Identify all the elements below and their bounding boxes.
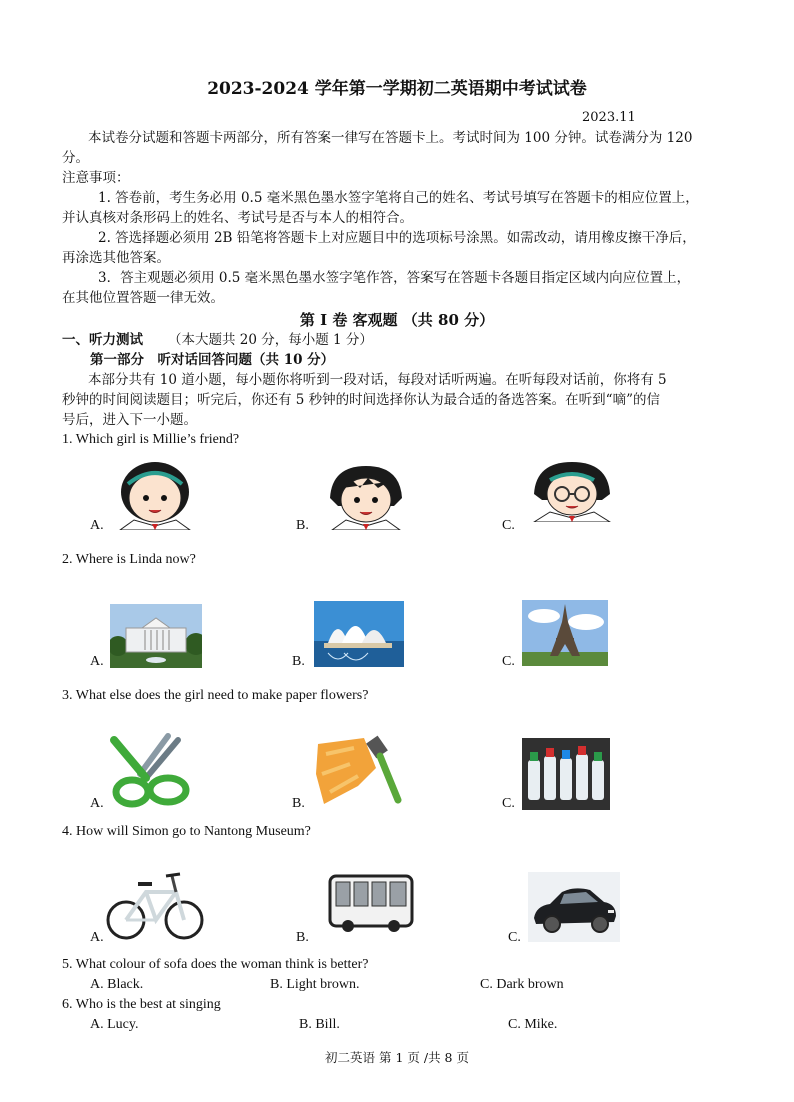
bus-picture: [328, 872, 414, 932]
paintbrush-picture: [314, 734, 404, 808]
volume-title: 第 I 卷 客观题 （共 80 分）: [299, 311, 495, 329]
q3-option-a: A.: [90, 796, 104, 811]
notice-1a: 1. 答卷前，考生务必用 0.5 毫米黑色墨水签字笔将自己的姓名、考试号填写在答题卡的相应位置上，: [98, 190, 699, 206]
intro-line-2: 分。: [62, 150, 89, 166]
q4-option-b: B.: [296, 930, 309, 945]
white-house-picture: [110, 604, 202, 668]
q3-option-c: C.: [502, 796, 515, 811]
q1-option-a: A.: [90, 518, 104, 533]
sub1-line-1: 本部分共有 10 道小题，每小题你将听到一段对话，每段对话听两遍。在听每段对话前，你将有 5: [88, 372, 667, 388]
question-3: 3. What else does the girl need to make paper flowers?: [62, 688, 369, 703]
q4-option-a: A.: [90, 930, 104, 945]
intro-line-1: 本试卷分试题和答题卡两部分，所有答案一律写在答题卡上。考试时间为 100 分钟。试卷满分为 120: [88, 130, 693, 146]
notice-label: 注意事项：: [62, 170, 130, 186]
q5-option-b: B. Light brown.: [270, 977, 360, 992]
q2-option-a: A.: [90, 654, 104, 669]
question-6: 6. Who is the best at singing: [62, 997, 221, 1012]
exam-date: 2023.11: [582, 110, 636, 125]
q1-option-c: C.: [502, 518, 515, 533]
girl-picture-c: [528, 460, 616, 522]
bicycle-picture: [106, 866, 204, 942]
q6-option-c: C. Mike.: [508, 1017, 558, 1032]
notice-2b: 再涂选其他答案。: [62, 250, 170, 266]
q3-option-b: B.: [292, 796, 305, 811]
page-title: 2023-2024 学年第一学期初二英语期中考试试卷: [207, 79, 587, 99]
girl-picture-b: [322, 462, 410, 530]
q2-option-b: B.: [292, 654, 305, 669]
sub1-label: 第一部分 听对话回答问题（共 10 分）: [90, 352, 335, 368]
notice-2a: 2. 答选择题必须用 2B 铅笔将答题卡上对应题目中的选项标号涂黑。如需改动，请用橡皮擦干净后，: [98, 230, 696, 246]
scissors-picture: [106, 732, 202, 808]
notice-1b: 并认真核对条形码上的姓名、考试号是否与本人的相符合。: [62, 210, 413, 226]
part1-label: 一、听力测试: [62, 332, 143, 348]
glue-bottles-picture: [522, 738, 610, 810]
page-footer: 初二英语 第 1 页 /共 8 页: [325, 1050, 469, 1065]
notice-3b: 在其他位置答题一律无效。: [62, 290, 224, 306]
girl-picture-a: [112, 462, 198, 530]
sydney-opera-house-picture: [314, 601, 404, 667]
sub1-line-3: 号后，进入下一小题。: [62, 412, 197, 428]
q6-option-b: B. Bill.: [299, 1017, 340, 1032]
q5-option-a: A. Black.: [90, 977, 144, 992]
notice-3a: 3．答主观题必须用 0.5 毫米黑色墨水签字笔作答，答案写在答题卡各题目指定区域内向应位置上，: [98, 270, 691, 286]
sub1-line-2: 秒钟的时间阅读题目；听完后，你还有 5 秒钟的时间选择你认为最合适的备选答案。在听到“嘀”的信: [62, 392, 660, 408]
q1-option-b: B.: [296, 518, 309, 533]
question-5: 5. What colour of sofa does the woman think is better?: [62, 957, 369, 972]
q5-option-c: C. Dark brown: [480, 977, 564, 992]
q6-option-a: A. Lucy.: [90, 1017, 139, 1032]
q4-option-c: C.: [508, 930, 521, 945]
question-2: 2. Where is Linda now?: [62, 552, 196, 567]
eiffel-tower-picture: [522, 600, 608, 666]
car-picture: [528, 872, 620, 942]
question-4: 4. How will Simon go to Nantong Museum?: [62, 824, 311, 839]
part1-info: （本大题共 20 分，每小题 1 分）: [168, 332, 373, 348]
q2-option-c: C.: [502, 654, 515, 669]
question-1: 1. Which girl is Millie’s friend?: [62, 432, 240, 447]
